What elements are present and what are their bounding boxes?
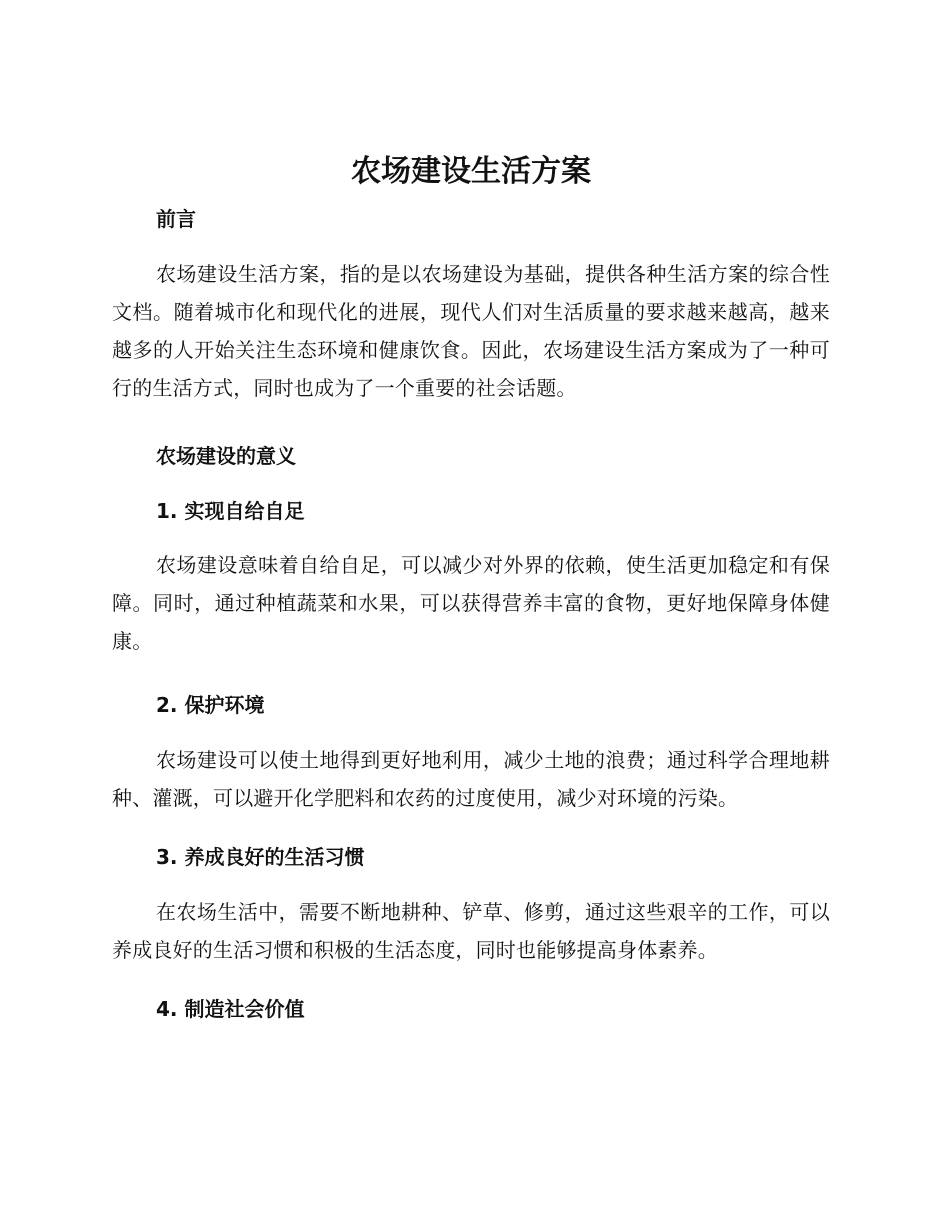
- section-heading-self-sufficiency: 1. 实现自给自足: [156, 499, 305, 523]
- section-heading-social-value: 4. 制造社会价值: [156, 997, 305, 1021]
- section-heading-environment: 2. 保护环境: [156, 693, 265, 717]
- preface-paragraph: 农场建设生活方案，指的是以农场建设为基础，提供各种生活方案的综合性文档。随着城市化和现代化的进展，现代人们对生活质量的要求越来越高，越来越多的人开始关注生态环境和健康饮食。因此，农场建设生活方案成为了一种可行的生活方式，同时也成为了一个重要的社会话题。: [112, 262, 830, 400]
- section-paragraph-environment: 农场建设可以使土地得到更好地利用，减少土地的浪费；通过科学合理地耕种、灌溉，可以避开化学肥料和农药的过度使用，减少对环境的污染。: [112, 748, 830, 810]
- preface-heading: 前言: [156, 207, 196, 231]
- section-paragraph-self-sufficiency: 农场建设意味着自给自足，可以减少对外界的依赖，使生活更加稳定和有保障。同时，通过种植蔬菜和水果，可以获得营养丰富的食物，更好地保障身体健康。: [112, 553, 830, 653]
- section-paragraph-habits: 在农场生活中，需要不断地耕种、铲草、修剪，通过这些艰辛的工作，可以养成良好的生活习惯和积极的生活态度，同时也能够提高身体素养。: [112, 900, 830, 962]
- section-heading-habits: 3. 养成良好的生活习惯: [156, 845, 365, 869]
- significance-heading: 农场建设的意义: [156, 444, 296, 468]
- document-title: 农场建设生活方案: [351, 154, 591, 189]
